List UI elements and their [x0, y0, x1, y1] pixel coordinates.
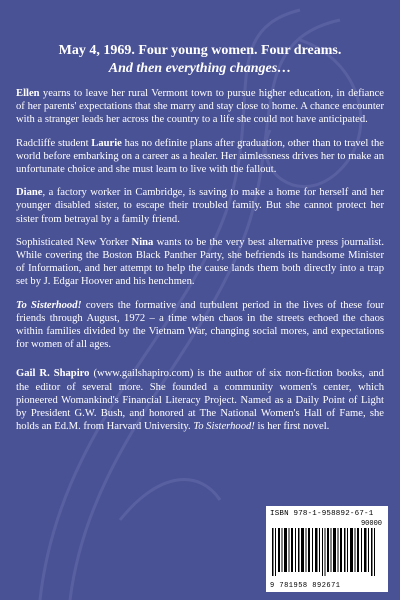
price-code: 90000: [360, 520, 382, 528]
laurie-text: has no definite plans after graduation, other than to travel the world before embarking on a career as a healer. Her aimlessness drives her to make an unfortunate choice and she must learn to live with the fallout.: [16, 137, 384, 176]
ellen-paragraph: [16, 87, 384, 127]
author-name: Gail R. Shapiro: [16, 368, 90, 380]
tagline-line2: And then everything changes…: [108, 61, 292, 76]
laurie-name: Laurie: [91, 137, 122, 149]
nina-name: Nina: [131, 236, 154, 248]
barcode-bars: [272, 528, 382, 576]
ellen-text: yearns to leave her rural Vermont town to pursue higher education, in defiance of her parents' expectations that she marry and stay close to home. A chance encounter with a stranger leads her across the country to a life she could not have anticipated.: [16, 88, 384, 126]
bio-title: To Sisterhood!: [193, 421, 255, 433]
bio-text-2: is her first novel.: [254, 421, 330, 433]
isbn-barcode: [266, 506, 388, 592]
nina-pre: Sophisticated New Yorker: [16, 236, 132, 248]
ellen-name: Ellen: [16, 88, 40, 99]
nina-paragraph: [16, 236, 384, 289]
author-bio: [16, 367, 384, 433]
laurie-paragraph: [16, 137, 384, 177]
summary-title: To Sisterhood!: [16, 299, 82, 311]
diane-text: , a factory worker in Cambridge, is saving to make a home for herself and her younger disabled sister, to escape their troubled family. But she cannot protect her sister from betrayal by a family friend.: [16, 187, 384, 225]
laurie-pre: Radcliffe student: [16, 137, 92, 149]
bio-text-1: (www.gailshapiro.com) is the author of six non-fiction books, and the editor of several more. She founded a community women's center, which pioneered Womankind's Financial Literacy Project. Named as a Daily Point of Light by President G.W. Bush, and honored at The National Women's Hall of Fame, she holds an Ed.M. from Harvard University.: [16, 368, 384, 433]
nina-text: wants to be the very best alternative press journalist. While covering the Boston Black Panther Party, she befriends its handsome Minister of Information, and her attempt to help the cause lands them both directly into a trap set by J. Edgar Hoover and his henchmen.: [16, 236, 384, 288]
ean-digits: 9 781958 892671: [270, 582, 341, 590]
tagline-line1: May 4, 1969. Four young women. Four dreams.: [58, 43, 342, 58]
tagline: [16, 42, 384, 78]
isbn-text: ISBN 978-1-958892-67-1: [270, 510, 374, 518]
diane-paragraph: [16, 186, 384, 226]
diane-name: Diane: [16, 187, 43, 199]
summary-paragraph: [16, 299, 384, 352]
summary-text: covers the formative and turbulent period in the lives of these four friends through August, 1972 – a time when chaos in the streets echoed the chaos within families divided by the Vietnam War, changing social mores, and expectations for women of all ages.: [16, 299, 384, 351]
back-cover-text: [16, 0, 384, 433]
